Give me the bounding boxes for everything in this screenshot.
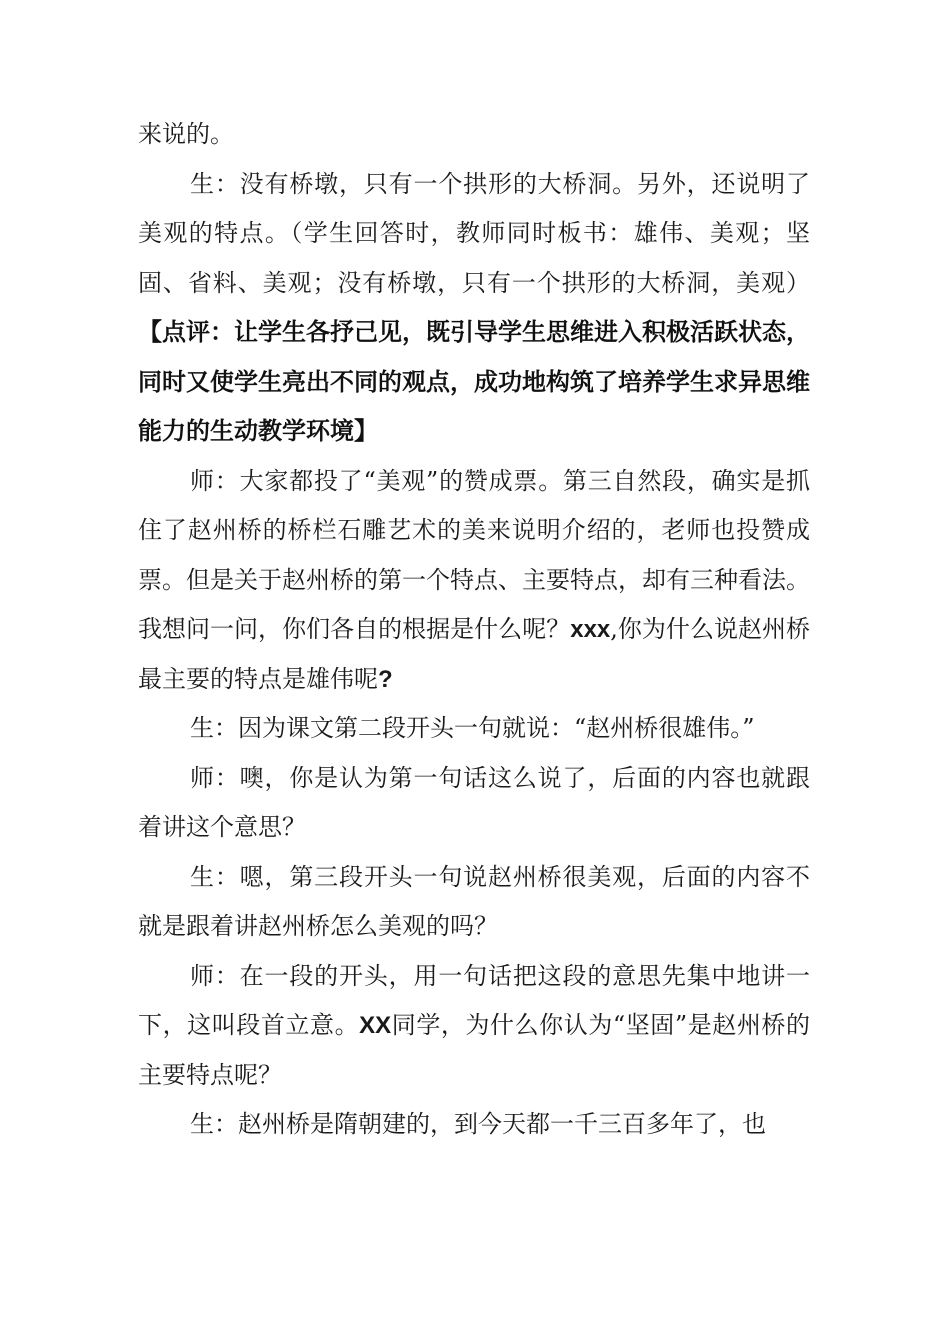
paragraph-continuation: [138, 110, 810, 160]
paragraph-student-answer-3: [138, 853, 810, 952]
text-segment: 师：大家都投了“美观”的赞成票。第三自然段，确实是抓住了赵州桥的桥栏石雕艺术的美来说明介绍的，老师也投赞成票。但是关于赵州桥的第一个特点、主要特点，却有三种看法。我想问一问，你们各自的根据是什么呢？: [138, 466, 810, 643]
paragraph-student-answer-2: [138, 704, 810, 754]
text-segment: 同学，为什么你认为“坚固”是赵州桥的主要特点呢？: [138, 1011, 811, 1089]
student-name-placeholder: XX: [359, 1012, 392, 1039]
paragraph-teacher-3: [138, 952, 810, 1101]
document-body: [138, 110, 810, 1150]
text-segment: 生：赵州桥是隋朝建的，到今天都一千三百多年了，也: [190, 1110, 766, 1138]
text-segment: 生：没有桥墩，只有一个拱形的大桥洞。另外，还说明了美观的特点。: [138, 169, 810, 247]
text-segment: ,你为什么说赵州桥最主要的特点是雄伟呢: [138, 615, 810, 693]
text-segment: 来说的。: [138, 120, 234, 148]
paragraph-teacher-2: [138, 754, 810, 853]
text-segment: 生：嗯，第三段开头一句说赵州桥很美观，后面的内容不就是跟着讲赵州桥怎么美观的吗？: [138, 862, 810, 940]
text-segment: 师：噢，你是认为第一句话这么说了，后面的内容也就跟着讲这个意思？: [138, 763, 810, 841]
paragraph-student-answer-1: [138, 160, 810, 457]
paragraph-student-answer-4: [138, 1100, 810, 1150]
text-segment: 师：在一段的开头，用一句话把这段的意思先集中地讲一下，这叫段首立意。: [138, 961, 810, 1039]
question-mark: ?: [378, 665, 393, 693]
text-segment: 生：因为课文第二段开头一句就说：“赵州桥很雄伟。”: [190, 714, 755, 742]
paragraph-teacher-1: [138, 457, 810, 705]
teacher-comment: 【点评：让学生各抒己见，既引导学生思维进入积极活跃状态，同时又使学生亮出不同的观点，成功地构筑了培养学生求异思维能力的生动教学环境】: [138, 318, 810, 445]
board-note: （学生回答时，教师同时板书：雄伟、美观；坚固、省料、美观；没有桥墩，只有一个拱形的大桥洞，美观）: [138, 219, 811, 297]
student-name-placeholder: xxx: [570, 616, 611, 643]
